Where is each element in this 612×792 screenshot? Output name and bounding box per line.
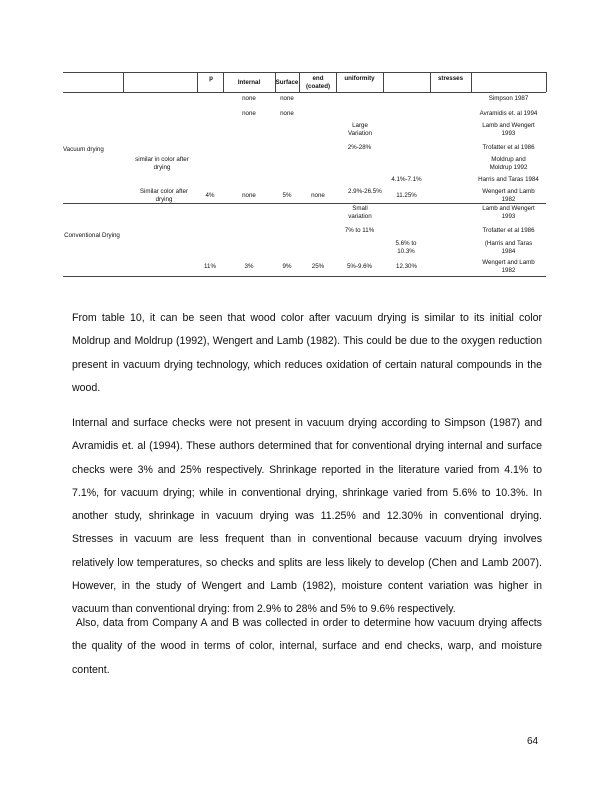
table-header-rule [63,92,546,93]
cell-stresses: 11.25% [396,192,417,199]
cell-end: none [311,192,325,199]
cell-p: 11% [204,263,216,270]
cell-color: similar in color after drying [135,156,189,171]
cell-uniformity: Small variation [348,205,372,220]
cell-end: 25% [311,263,325,270]
group-label-vacuum: Vacuum drying [63,146,104,153]
cell-internal: none [242,110,256,117]
cell-surface: 9% [282,263,292,270]
cell-ref: Avramidis et. al 1994 [479,110,538,117]
group-label-conventional: Conventional Drying [64,232,120,239]
cell-uniformity: 2.9%-26.5% [348,188,382,195]
col-rule [197,72,198,92]
col-rule [299,72,300,92]
table-bottom-rule [63,276,546,277]
table-top-rule [63,72,546,73]
cell-uniformity: Large Variation [348,122,372,137]
paragraph-company-data: Also, data from Company A and B was collected in order to determine how vacuum drying affects the quality of the wood in terms of color, internal, surface and end checks, warp, and moisture content. [72,617,545,676]
cell-ref: Wengert and Lamb 1982 [482,259,535,274]
col-rule [546,72,547,92]
header-internal: Internal [237,79,261,86]
paragraph-checks: Internal and surface checks were not present in vacuum drying according to Simpson (1987) and Avramidis et. al (1994). These authors determined that for conventional drying internal and surface checks were 3% and 25% respectively. Shrinkage reported in the literature varied from 4.1% to 7.1%, for vacuum drying; while in conventional drying, shrinkage varied from 5.6% to 10.3%. In another study, shrinkage in vacuum drying was 11.25% and 12.30% in conventional drying. Stresses in vacuum are less frequent than in conventional because vacuum drying involves relatively low temperatures, so checks and splits are less likely to develop (Chen and Lamb 2007). However, in the study of Wengert and Lamb (1982), moisture content variation was higher in vacuum than conventional drying: from 2.9% to 28% and 5% to 9.6% respectively. [72,417,542,616]
cell-shrinkage: 4.1%-7.1% [391,176,422,183]
header-uniformity: uniformity [344,75,375,82]
cell-ref: Lamb and Wengert 1993 [482,122,535,137]
col-rule [383,72,384,92]
cell-internal: 3% [244,263,254,270]
cell-ref: Moldrup and Moldrup 1992 [489,156,528,171]
col-rule [471,72,472,92]
header-stresses: stresses [437,75,464,82]
header-p: p [209,75,213,82]
cell-uniformity: 7% to 11% [344,227,375,234]
cell-surface: none [280,95,294,102]
cell-p: 4% [205,192,215,199]
cell-uniformity: 2%-28% [347,144,372,151]
header-surface: Surface [275,79,299,86]
cell-stresses: 12.30% [396,263,417,270]
cell-internal: none [242,192,256,199]
cell-uniformity: 5%-9.6% [346,263,373,270]
cell-internal: none [242,95,256,102]
cell-ref: Trofatter et al 1986 [482,227,535,234]
col-rule [123,72,124,92]
cell-ref: (Harris and Taras 1984 [484,240,533,255]
cell-ref: Simpson 1987 [488,95,529,102]
cell-shrinkage: 5.6% to 10.3% [395,240,417,255]
cell-ref: Lamb and Wengert 1993 [482,205,535,220]
cell-ref: Wengert and Lamb 1982 [482,188,535,203]
cell-ref: Harris and Taras 1984 [478,176,539,183]
page-number: 64 [527,736,539,747]
paragraph-color: From table 10, it can be seen that wood color after vacuum drying is similar to its initial color Moldrup and Moldrup (1992), Wengert and Lamb (1982). This could be due to the oxygen reduction present in vacuum drying technology, which reduces oxidation of certain natural compounds in the wood. [72,312,542,394]
header-end: end (coated) [306,75,331,90]
cell-color: Similar color after drying [139,188,189,203]
cell-ref: Trofatter et al 1986 [482,144,535,151]
cell-surface: none [280,110,294,117]
cell-surface: 5% [282,192,292,199]
